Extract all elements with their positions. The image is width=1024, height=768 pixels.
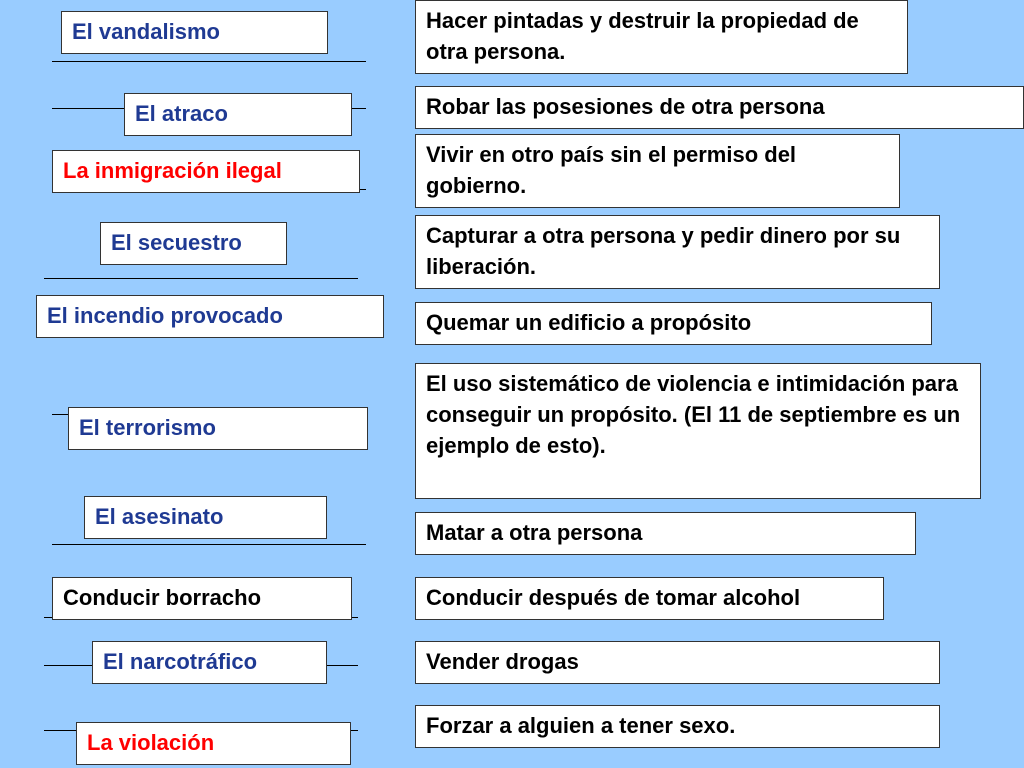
term-vandalismo[interactable]: El vandalismo — [61, 11, 328, 54]
term-inmigracion-ilegal[interactable]: La inmigración ilegal — [52, 150, 360, 193]
term-secuestro[interactable]: El secuestro — [100, 222, 287, 265]
term-incendio-provocado[interactable]: El incendio provocado — [36, 295, 384, 338]
definition-secuestro[interactable]: Capturar a otra persona y pedir dinero por su liberación. — [415, 215, 940, 289]
term-asesinato[interactable]: El asesinato — [84, 496, 327, 539]
definition-atraco[interactable]: Robar las posesiones de otra persona — [415, 86, 1024, 129]
definition-vandalismo[interactable]: Hacer pintadas y destruir la propiedad de otra persona. — [415, 0, 908, 74]
definition-incendio-provocado[interactable]: Quemar un edificio a propósito — [415, 302, 932, 345]
term-terrorismo[interactable]: El terrorismo — [68, 407, 368, 450]
definition-conducir-borracho[interactable]: Conducir después de tomar alcohol — [415, 577, 884, 620]
term-conducir-borracho[interactable]: Conducir borracho — [52, 577, 352, 620]
definition-inmigracion-ilegal[interactable]: Vivir en otro país sin el permiso del gobierno. — [415, 134, 900, 208]
definition-violacion[interactable]: Forzar a alguien a tener sexo. — [415, 705, 940, 748]
definition-asesinato[interactable]: Matar a otra persona — [415, 512, 916, 555]
answer-line-1 — [52, 61, 366, 62]
answer-line-4 — [44, 278, 358, 279]
definition-narcotrafico[interactable]: Vender drogas — [415, 641, 940, 684]
answer-line-7 — [52, 544, 366, 545]
term-violacion[interactable]: La violación — [76, 722, 351, 765]
definition-terrorismo[interactable]: El uso sistemático de violencia e intimidación para conseguir un propósito. (El 11 de septiembre es un ejemplo de esto). — [415, 363, 981, 499]
term-atraco[interactable]: El atraco — [124, 93, 352, 136]
term-narcotrafico[interactable]: El narcotráfico — [92, 641, 327, 684]
